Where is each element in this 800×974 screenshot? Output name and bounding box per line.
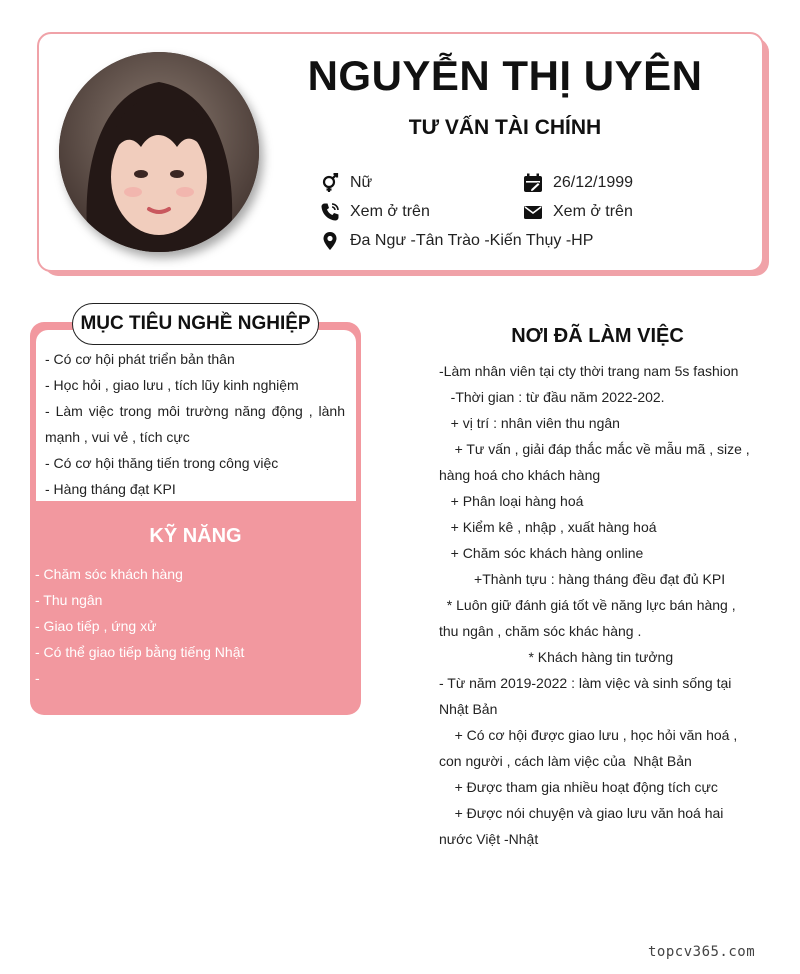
info-phone [320,201,430,223]
job-title: TƯ VẤN TÀI CHÍNH [408,116,602,139]
avatar-photo [59,52,259,252]
list-item: -Làm nhân viên tại cty thời trang nam 5s fashion [439,363,739,379]
dob-value: 26/12/1999 [553,174,634,191]
calendar-icon [523,173,543,193]
career-goals-list [45,346,345,502]
gender-icon [320,173,340,193]
candidate-name: NGUYỄN THỊ UYÊN [307,52,703,99]
info-address [320,230,593,252]
list-item: - Có thể giao tiếp bằng tiếng Nhật [35,644,245,660]
info-gender [320,172,372,194]
list-item: - Từ năm 2019-2022 : làm việc và sinh sống tại Nhật Bản [439,675,736,717]
gender-value: Nữ [350,174,373,191]
list-item: + Có cơ hội được giao lưu , học hỏi văn hoá , con người , cách làm việc của Nhật Bản [439,727,742,769]
list-item: + vị trí : nhân viên thu ngân [439,415,620,431]
list-item: - Có cơ hội phát triển bản thân [45,351,235,367]
email-value: Xem ở trên [553,203,633,220]
list-item: + Được nói chuyện và giao lưu văn hoá hai nước Việt -Nhật [439,805,728,847]
list-item: + Chăm sóc khách hàng online [439,545,644,561]
address-value: Đa Ngư -Tân Trào -Kiến Thụy -HP [350,232,594,249]
list-item: - [35,670,40,686]
phone-icon [320,202,340,222]
list-item: + Tư vấn , giải đáp thắc mắc về mẫu mã , size , hàng hoá cho khách hàng [439,441,754,483]
list-item: + Phân loại hàng hoá [439,493,584,509]
location-icon [320,231,340,251]
info-dob [523,172,633,194]
work-experience-title: NƠI ĐÃ LÀM VIỆC [511,325,684,347]
avatar [59,52,259,252]
list-item: - Làm việc trong môi trường năng động , lành mạnh , vui vẻ , tích cực [45,403,345,445]
skills-title: KỸ NĂNG [149,525,242,547]
list-item: - Giao tiếp , ứng xử [35,618,157,634]
list-item: - Có cơ hội thăng tiến trong công việc [45,455,279,471]
skills-list [35,561,355,691]
list-item: - Hàng tháng đạt KPI [45,481,176,497]
email-icon [523,202,543,222]
list-item: * Luôn giữ đánh giá tốt về năng lực bán hàng , thu ngân , chăm sóc khác hàng . [439,597,740,639]
list-item: - Thu ngân [35,592,103,608]
list-item: * Khách hàng tin tưởng [439,649,674,665]
list-item: + Được tham gia nhiều hoạt động tích cực [439,779,718,795]
list-item: - Học hỏi , giao lưu , tích lũy kinh nghiệm [45,377,299,393]
footer-site: topcv365.com [648,944,756,960]
list-item: +Thành tựu : hàng tháng đều đạt đủ KPI [439,571,726,587]
career-goals-title: MỤC TIÊU NGHỀ NGHIỆP [72,303,319,345]
list-item: + Kiểm kê , nhập , xuất hàng hoá [439,519,657,535]
list-item: - Chăm sóc khách hàng [35,566,183,582]
phone-value: Xem ở trên [350,203,430,220]
work-experience-list [439,358,757,852]
info-email [523,201,633,223]
list-item: -Thời gian : từ đầu năm 2022-202. [439,389,665,405]
